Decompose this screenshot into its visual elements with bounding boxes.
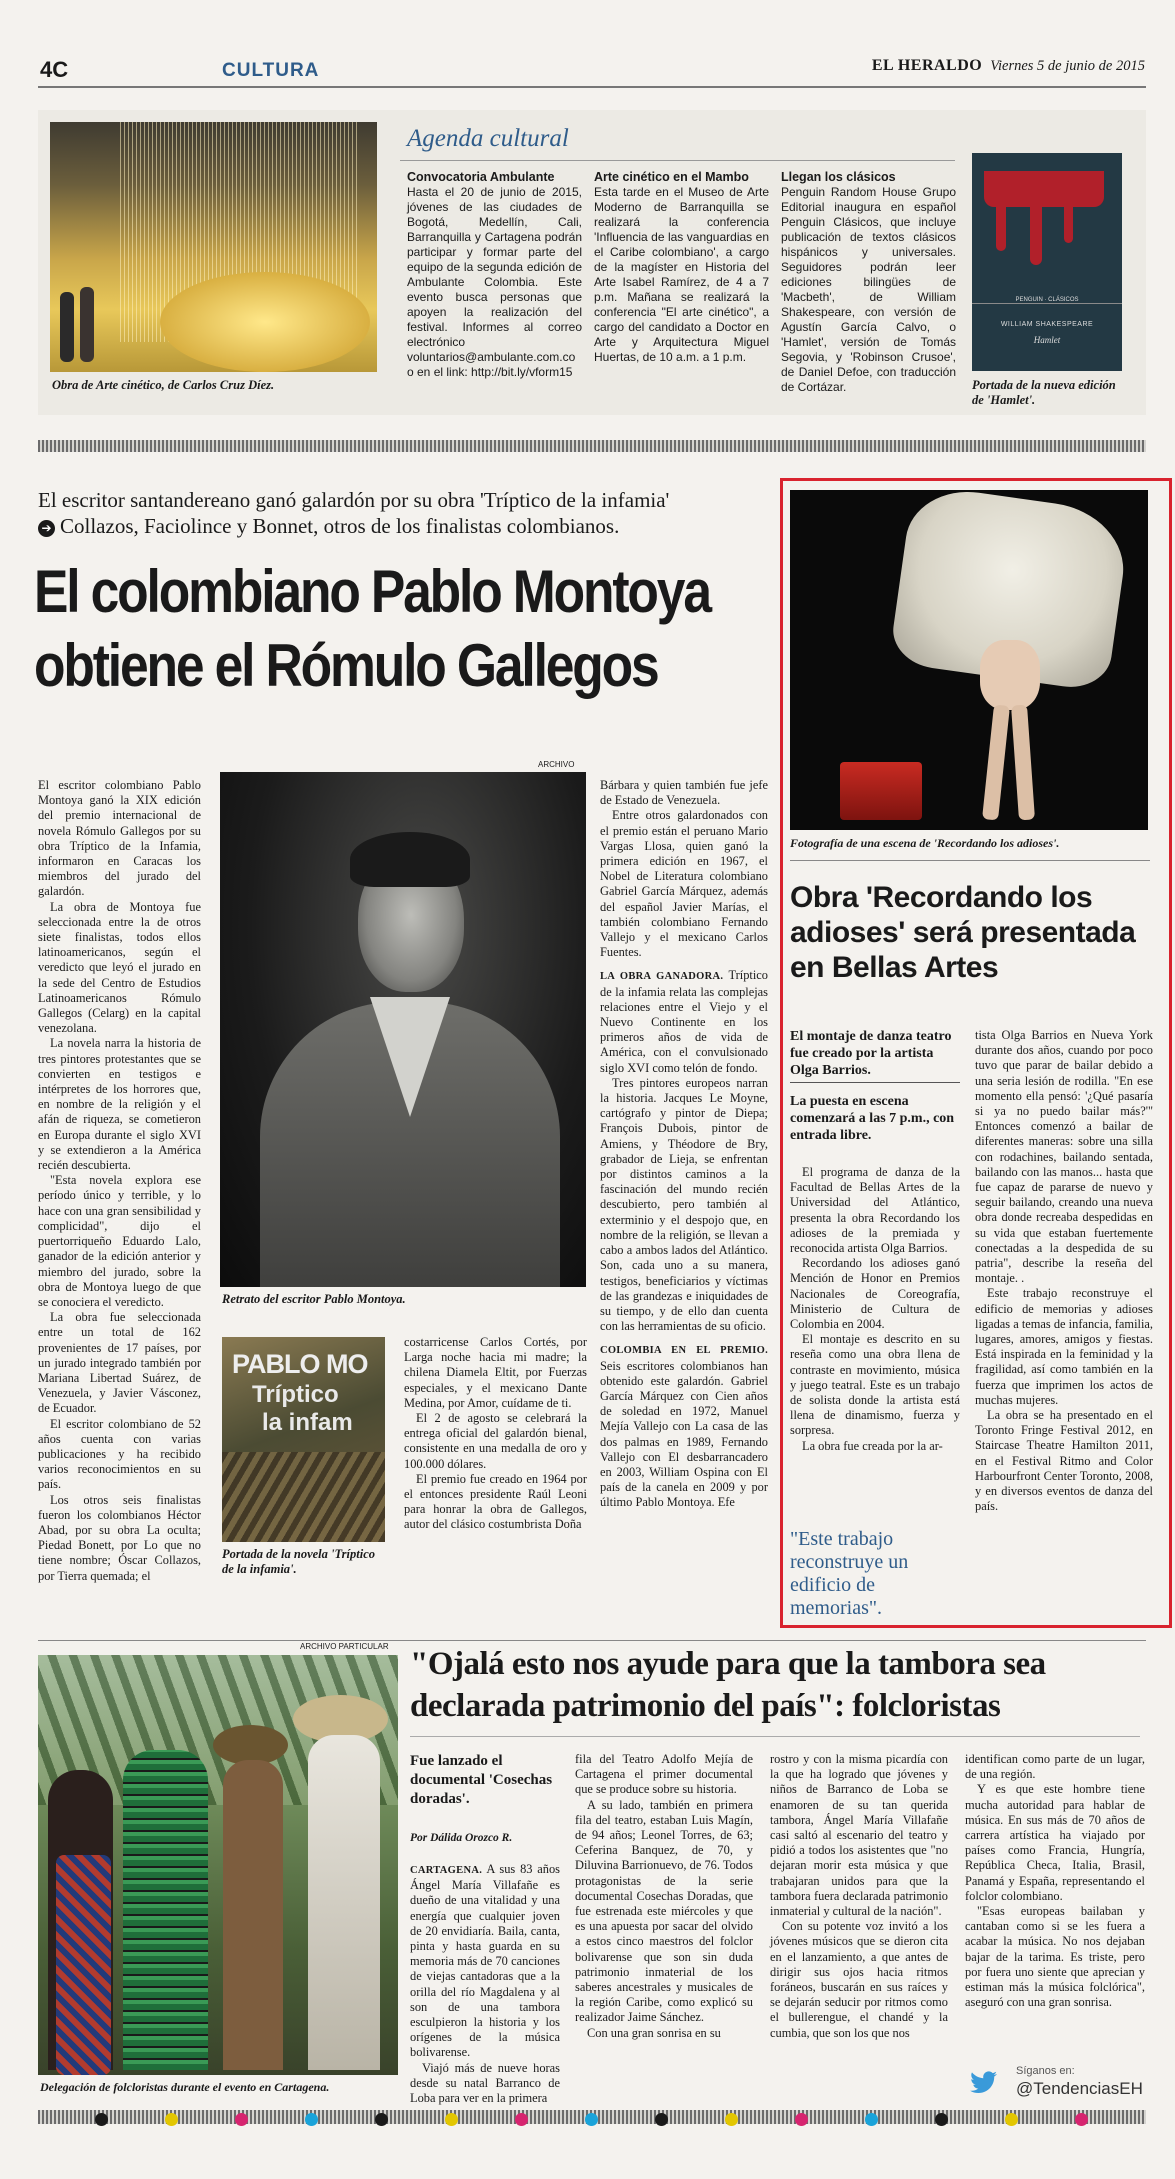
paragraph [600,1342,768,1510]
novel-cover [222,1337,385,1542]
tambora-column-4 [965,1752,1145,2010]
paragraph: La obra fue seleccionada entre un total de 162 provenientes de 17 países, por un jurado integrado también por Mariana Libertad Suárez, de Venezuela, y Javier Vásconez, de Ecuador. [38,1310,201,1416]
subhead-premio: COLOMBIA EN EL PREMIO. [600,1345,768,1357]
paragraph: La obra de Montoya fue seleccionada entre la de otros siete finalistas, todos ellos latinoamericanos, según el veredicto que leyó el jurado en la sede del Centro de Estudios Latinoamericanos Rómulo Gallegos (Celarg) en la capital venezolana. [38,899,201,1036]
headline-line: El colombiano Pablo Montoya [34,558,710,625]
hamlet-cover-title: Hamlet [1033,335,1061,345]
agenda-item-heading: Convocatoria Ambulante [407,170,555,184]
issue-date: Viernes 5 de junio de 2015 [990,58,1145,74]
montoya-column-3 [600,778,768,1511]
folcloristas-caption: Delegación de folcloristas durante el evento en Cartagena. [40,2080,330,2094]
montoya-portrait [220,772,586,1287]
headline-line: declarada patrimonio del país": folcloristas [410,1688,1001,1724]
agenda-item-heading: Arte cinético en el Mambo [594,170,749,184]
registration-dot [1075,2113,1088,2126]
paragraph [410,1862,560,2061]
paragraph [600,968,768,1075]
tambora-top-rule [38,1640,1146,1641]
paragraph: Recordando los adioses ganó Mención de Honor en Premios Nacionales de Coreografía, Ministerio de Cultura de Colombia en 2004. [790,1256,960,1332]
hamlet-caption: Portada de la nueva edición de 'Hamlet'. [972,378,1116,407]
hamlet-cover-publisher: PENGUIN · CLÁSICOS [1015,297,1079,303]
registration-dot [165,2113,178,2126]
montoya-headline [34,555,710,703]
byline-text: Por Dálida Orozco R. [410,1832,513,1844]
paragraph: La obra se ha presentado en el Toronto Fringe Festival 2012, en Staircase Theatre Hamilton 2011, en el Festival Ritmo and Color Harbourfront Center Toronto, 2008, y en diversos eventos de danza del país. [975,1408,1153,1514]
subhead-rule [790,1082,960,1083]
paragraph: Este trabajo reconstruye el edificio de memorias y adioses ligadas a temas de infancia, familia, lugares, amores, amigos y fiestas. Está inspirada en la feminidad y la fragilidad, así como también en la fuerza que imprimen los actos de muchas mujeres. [975,1286,1153,1407]
adioses-stage-photo [790,490,1148,830]
dateline: CARTAGENA. [410,1865,483,1876]
tambora-byline [410,1832,560,1844]
tambora-head-rule [410,1736,1140,1737]
hamlet-cover-author: WILLIAM SHAKESPEARE [1000,321,1094,328]
paragraph: costarricense Carlos Cortés, por Larga noche hacia mi madre; la chilena Diamela Eltit, por Fuerzas especiales, y el mexicano Dante Medina, por Amor, cuídame de ti. [404,1335,587,1410]
registration-dot [585,2113,598,2126]
montoya-kicker [38,487,778,539]
masthead [872,57,1145,75]
paragraph: "Esas europeas bailaban y cantaban como si se les fuera a acabar la música. No nos dejaban bajar de la tarima. Es triste, pero por fuera uno siente que aprecian y estiman más la música folclórica", aseguró con una gran sonrisa. [965,1904,1145,2010]
color-registration-marks [95,2110,1088,2128]
paragraph: Tres pintores europeos narran la historia. Jacques Le Moyne, cartógrafo y pintor de Diepa; François Dubois, pintor de Amiens, y Théodore de Bry, grabador de Lieja, se enfrentan por distintos caminos a la fascinación del mundo recién descubierto, pero también al exterminio y el despojo que, en nombre de la religión, se llevan a cabo a ambos lados del Atlántico. Son, cada uno a su manera, testigos, beneficiarios y víctimas de las grandezas e iniquidades de su tiempo, y de ello dan cuenta con las herramientas de su oficio. [600,1075,768,1334]
paragraph: La obra fue creada por la ar- [802,1438,943,1453]
paragraph: El 2 de agosto se celebrará la entrega oficial del galardón bienal, consistente en una medalla de oro y 100.000 dólares. [404,1411,587,1471]
social-handle: @TendenciasEH [1016,2079,1143,2098]
portrait-caption: Retrato del escritor Pablo Montoya. [222,1292,406,1306]
social-follow-link[interactable] [968,2063,1146,2105]
adioses-subhead-1: El montaje de danza teatro fue creado por la artista Olga Barrios. [790,1029,952,1078]
paragraph-text: Tríptico de la infamia relata las complejas relaciones entre el Viejo y el Nuevo Continente en los primeros años de vida de América, con el convulsionado siglo XVI como telón de fondo. [600,968,768,1075]
adioses-column-1 [790,1165,960,1454]
paragraph: tista Olga Barrios en Nueva York durante dos años, cuando por poco tuvo que parar de bailar debido a una seria lesión de rodilla. "En ese momento ella pensó: '¿Qué pasaría si ya no puedo bailar más?'" Entonces comenzó a bailar de diferentes maneras: sobre una silla con rodachines, bailando sentada, bailando con las manos... hasta que fue capaz de pararse de nuevo y seguir bailando, creando una nueva obra donde recreaba despedidas en su vida que estaban fuertemente conectadas a la despedida de su patria", describe la reseña del montaje. . [975,1028,1153,1286]
registration-dot [655,2113,668,2126]
agenda-item-clasicos [781,170,956,395]
registration-dot [725,2113,738,2126]
kinetic-art-photo [50,122,377,372]
tambora-column-3 [770,1752,948,2041]
paragraph: El montaje es descrito en su reseña como una obra llena de contraste en movimiento, música y juego teatral. Este es un trabajo de solista donde la artista está llena de dinamismo, fuerza y sorpresa. [790,1332,960,1438]
header-rule [38,86,1146,88]
page-number: 4C [40,57,69,82]
agenda-item-heading: Llegan los clásicos [781,170,896,184]
registration-dot [445,2113,458,2126]
adioses-headline: Obra 'Recordando los adioses' será presentada en Bellas Artes [790,881,1136,984]
registration-dot [795,2113,808,2126]
portrait-credit: ARCHIVO [538,760,575,769]
tambora-headline [410,1643,1160,1727]
agenda-title: Agenda cultural [407,125,569,152]
adioses-pull-quote: "Este trabajo reconstruye un edificio de memorias". [790,1528,909,1619]
adioses-column-2 [975,1028,1153,1515]
agenda-title-rule [400,160,955,161]
hamlet-cover [972,153,1122,371]
twitter-bird-icon [970,2071,998,2093]
registration-dot [375,2113,388,2126]
agenda-item-body: Esta tarde en el Museo de Arte Moderno de Barranquilla se realizará la conferencia 'Influencia de las vanguardias en el Caribe colombiano', a cargo de la magíster en Historia del Arte Isabel Ramírez, de 4 a 7 p.m. Mañana se realizará la conferencia "El arte cinético", a cargo del candidato a Doctor en Arte y Arquitectura Miguel Huertas, de 10 a.m. a 1 p.m. [594,185,769,364]
paragraph: identifican como parte de un lugar, de una región. [965,1752,1145,1782]
agenda-item-arte-cinetico [594,170,769,365]
agenda-item-body: Hasta el 20 de junio de 2015, jóvenes de las ciudades de Bogotá, Medellín, Cali, Barranquilla y Cartagena podrán participar y formar parte del equipo de la segunda edición de Ambulante Colombia. Este evento busca personas que apoyen la realización del festival. Informes al correo electrónico voluntarios@ambulante.com.co o en el link: http://bit.ly/vform15 [407,185,582,379]
headline-line: "Ojalá esto nos ayude para que la tambora sea [410,1646,1046,1682]
novel-cover-author: PABLO MO [232,1349,368,1379]
registration-dot [95,2113,108,2126]
novel-cover-title-1: Tríptico [252,1381,339,1408]
paragraph: Y es que este hombre tiene mucha autoridad para hablar de música. En sus más de 70 años de carrera artística ha viajado por países como Francia, Hungría, República Checa, Italia, Brasil, Panamá y España, representando el folclor colombiano. [965,1782,1145,1903]
novel-cover-title-2: la infam [262,1409,353,1436]
paragraph: El escritor colombiano de 52 años cuenta con varias publicaciones y ha recibido varios reconocimientos en su país. [38,1416,201,1492]
kicker-line: El escritor santandereano ganó galardón por su obra 'Tríptico de la infamia' [38,488,670,512]
paragraph: fila del Teatro Adolfo Mejía de Cartagena el primer documental que se produce sobre su historia. [575,1752,753,1797]
novel-caption: Portada de la novela 'Tríptico de la infamia'. [222,1547,375,1576]
headline-line: obtiene el Rómulo Gallegos [34,632,658,699]
paragraph: Viajó más de nueve horas desde su natal Barranco de Loba para ver en la primera [410,2060,560,2106]
registration-dot [515,2113,528,2126]
paragraph: Los otros seis finalistas fueron los colombianos Héctor Abad, por su obra La oculta; Piedad Bonett, por Lo que no tiene nombre; Óscar Collazos, por Tierra quemada; el [38,1492,201,1583]
tambora-column-1 [410,1862,560,2106]
folcloristas-photo [38,1655,398,2075]
paragraph: Con su potente voz invitó a los jóvenes músicos que se dieron cita en el lanzamiento, a que antes de dirigir sus ojos hacia ritmos foráneos, buscarán en sus raíces y se dejarán seducir por ritmos como el bullerengue, el chandé y la cumbia, que son los que nos [770,1919,948,2040]
montoya-column-1 [38,778,201,1584]
paragraph: rostro y con la misma picardía con la que ha logrado que jóvenes y niños de Barranco de Loba se enamoren de su tan querida tambora, Ángel María Villafañe casi saltó al escenario del teatro y pidió a todos los asistentes que "no dejaran morir esta música y que trabajaran unidos para que la tambora fuera declarada patrimonio inmaterial y cultural de la nación". [770,1752,948,1919]
paragraph: La novela narra la historia de tres pintores protestantes que se convierten en testigos e intérpretes de los horrores que, en nombre de la religión y el afán de riqueza, se cometieron en Europa durante el siglo XVI y se extendieron a la América recién descubierta. [38,1036,201,1173]
divider-band [38,440,1146,452]
subhead-obra: LA OBRA GANADORA. [600,971,724,983]
paragraph: Bárbara y quien también fue jefe de Estado de Venezuela. [600,778,768,808]
tambora-photo-credit: ARCHIVO PARTICULAR [300,1642,389,1651]
adioses-photo-caption: Fotografía de una escena de 'Recordando los adioses'. [790,836,1060,850]
paragraph: Con una gran sonrisa en su [587,2025,721,2040]
paragraph-text: Seis escritores colombianos han obtenido este galardón. Gabriel García Márquez con Cien años de soledad en 1972, Manuel Mejía Vallejo con La casa de las dos palmas en 1989, Fernando Vallejo con El desbarrancadero en 2003, William Ospina con El país de la canela en 2009 y por último Pablo Montoya. Efe [600,1358,768,1510]
paragraph: El premio fue creado en 1964 por el entonces presidente Raúl Leoni para honrar la obra de Gallegos, autor del clásico costumbrista Doña [404,1471,587,1532]
tambora-column-2 [575,1752,753,2041]
paragraph: "Esta novela explora ese período único y terrible, y lo hace con una gran sensibilidad y complicidad", dijo el puertorriqueño Eduardo Lalo, ganador de la edición anterior y miembro del jurado, sobre la obra de Montoya luego de que se conociera el veredicto. [38,1173,201,1309]
registration-dot [1005,2113,1018,2126]
kinetic-art-caption: Obra de Arte cinético, de Carlos Cruz Díez. [52,378,275,392]
paper-name: EL HERALDO [871,57,983,74]
paragraph: El programa de danza de la Facultad de Bellas Artes de la Universidad del Atlántico, presenta la obra Recordando los adioses de la premiada y reconocida artista Olga Barrios. [790,1165,960,1256]
kicker-line: ➔ Collazos, Faciolince y Bonnet, otros de los finalistas colombianos. [38,513,778,539]
arrow-icon: ➔ [38,520,55,537]
registration-dot [235,2113,248,2126]
paragraph-text: A sus 83 años Ángel María Villafañe es dueño de una vitalidad y una energía que cualquier joven de 20 envidiaría. Baila, canta, pinta y hasta guarda en su memoria más de 70 canciones de viejas cantadoras que a la orilla del río Magdalena y al son de una tambora esculpieron la historia y los orígenes de la música bolivarense. [410,1862,561,2060]
registration-dot [865,2113,878,2126]
section-name: CULTURA [222,60,320,81]
agenda-item-convocatoria [407,170,582,380]
adioses-subhead-2: La puesta en escena comenzará a las 7 p.m., con entrada libre. [790,1094,955,1143]
social-label: Síganos en: [1016,2065,1075,2077]
paragraph: Entre otros galardonados con el premio están el peruano Mario Vargas Llosa, quien ganó la primera edición en 1967, el Nobel de Literatura colombiano Gabriel García Márquez, además del español Javier Marías, el también colombiano Fernando Vallejo y el mexicano Carlos Fuentes. [600,808,768,960]
paragraph: El escritor colombiano Pablo Montoya ganó la XIX edición del premio internacional de novela Rómulo Gallegos por su obra Tríptico de la Infamia, informaron en Caracas los miembros del jurado del galardón. [38,778,201,899]
paragraph: A su lado, también en primera fila del teatro, estaban Luis Magín, de 94 años; Leonel Torres, de 63; Ceferina Banquez, de 70, y Diluvina Barrionuevo, de 76. Todos protagonistas de la serie documental Cosechas Doradas, que fue estrenada este miércoles y que es una apuesta por sacar del olvido a estos cinco maestros del folclor bolivarense que son sin duda patrimonio inmaterial de los saberes ancestrales y musicales de la región Caribe, como explicó su realizador Jaime Sánchez. [575,1797,753,2025]
adioses-rule [790,860,1150,861]
registration-dot [935,2113,948,2126]
montoya-column-2b [404,1335,587,1533]
agenda-item-body: Penguin Random House Grupo Editorial inaugura en español Penguin Clásicos, que incluye publicación de textos clásicos hispánicos y universales. Seguidores podrán leer ediciones bilingües de 'Macbeth', de William Shakespeare, con versión de Agustín García Calvo, o 'Hamlet', versión de Tomás Segovia, y 'Robinson Crusoe', de Daniel Defoe, con traducción de Cortázar. [781,185,956,394]
registration-dot [305,2113,318,2126]
tambora-subhead: Fue lanzado el documental 'Cosechas doradas'. [410,1753,553,1807]
